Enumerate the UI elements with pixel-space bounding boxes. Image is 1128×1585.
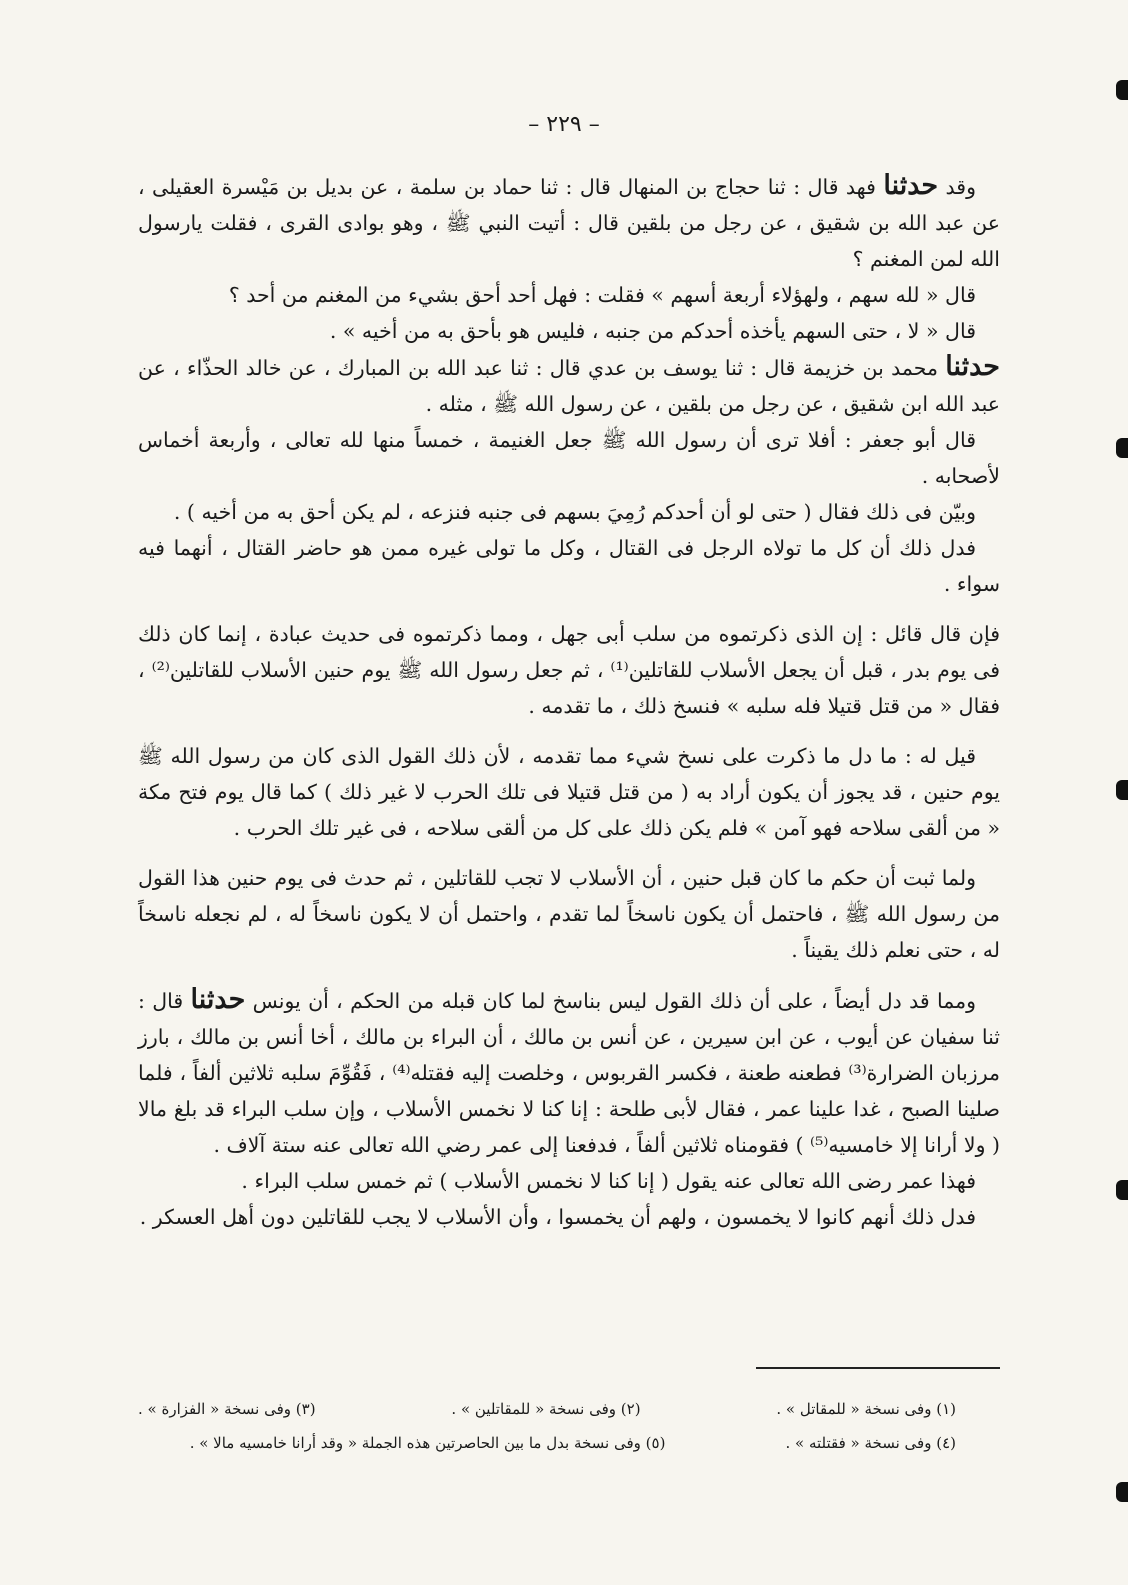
paragraph-text: فدل ذلك أن كل ما تولاه الرجل فى القتال ، وكل ما تولى غيره ممن هو حاضر القتال ، أنهما فيه سواء . xyxy=(138,536,1000,596)
footnote: (٤) وفى نسخة « فقتلته » . xyxy=(785,1434,956,1452)
footnote: (٣) وفى نسخة « الفزارة » . xyxy=(138,1400,316,1418)
margin-mark xyxy=(1116,80,1128,100)
paragraph-text: قيل له : ما دل ما ذكرت على نسخ شيء مما تقدمه ، لأن ذلك القول الذى كان من رسول الله ﷺ يوم حنين ، قد يجوز أن يكون أراد به ( من قتل قتيلا فى تلك الحرب لا غير ذلك ) كما قال يوم فتح مكة « من ألقى سلاحه فهو آمن » فلم يكن ذلك على كل من ألقى سلاحه ، فى غير تلك الحرب . xyxy=(138,744,1000,840)
paragraph-text: وبيّن فى ذلك فقال ( حتى لو أن أحدكم رُمِيَ بسهم فى جنبه فنزعه ، لم يكن أحق به من أخيه ) . xyxy=(173,500,976,524)
footnote: (٢) وفى نسخة « للمقاتلين » . xyxy=(451,1400,641,1418)
page-number: – ٢٢٩ – xyxy=(528,112,600,137)
body-text xyxy=(138,168,1000,1235)
paragraph-text: قال « لله سهم ، ولهؤلاء أربعة أسهم » فقلت : فهل أحد أحق بشيء من المغنم من أحد ؟ xyxy=(228,283,976,307)
paragraph-text: ومما قد دل أيضاً ، على أن ذلك القول ليس بناسخ لما كان قبله من الحكم ، أن يونس xyxy=(245,989,976,1013)
paragraph xyxy=(138,616,1000,724)
paragraph xyxy=(138,422,1000,494)
paragraph xyxy=(138,494,1000,530)
paragraph-text: محمد بن خزيمة قال : ثنا يوسف بن عدي قال : ثنا عبد الله بن المبارك ، عن خالد الحذّاء ، عن عبد الله ابن شقيق ، عن رجل من بلقين ، عن رسول الله ﷺ ، مثله . xyxy=(138,356,1000,416)
paragraph-text: فهذا عمر رضى الله تعالى عنه يقول ( إنا كنا لا نخمس الأسلاب ) ثم خمس سلب البراء . xyxy=(241,1169,976,1193)
paragraph xyxy=(138,1163,1000,1199)
paragraph xyxy=(138,860,1000,968)
footnote-row xyxy=(138,1430,956,1456)
paragraph-text: قال أبو جعفر : أفلا ترى أن رسول الله ﷺ جعل الغنيمة ، خمساً منها لله تعالى ، وأربعة أخماس لأصحابه . xyxy=(138,428,1000,488)
paragraph xyxy=(138,349,1000,422)
margin-mark xyxy=(1116,780,1128,800)
paragraph-text: فدل ذلك أنهم كانوا لا يخمسون ، ولهم أن يخمسوا ، وأن الأسلاب لا يجب للقاتلين دون أهل العسكر . xyxy=(139,1205,976,1229)
footnote: (١) وفى نسخة « للمقاتل » . xyxy=(776,1400,956,1418)
paragraph xyxy=(138,530,1000,602)
paragraph-text: قال « لا ، حتى السهم يأخذه أحدكم من جنبه ، فليس هو بأحق به من أخيه » . xyxy=(329,319,976,343)
paragraph xyxy=(138,313,1000,349)
hadith-keyword: حدثنا xyxy=(945,351,1000,382)
footnote-row xyxy=(138,1396,956,1422)
paragraph xyxy=(138,982,1000,1163)
hadith-keyword: حدثنا xyxy=(883,170,939,201)
paragraph-text: وقد xyxy=(938,175,976,199)
footnotes xyxy=(138,1396,956,1464)
margin-mark xyxy=(1116,438,1128,458)
paragraph xyxy=(138,277,1000,313)
paragraph-text: قال : ثنا سفيان عن أيوب ، عن ابن سيرين ، عن أنس بن مالك ، أن البراء بن مالك ، أخا أنس بن مالك ، بارز مرزبان الضرارة⁽³⁾ فطعنه طعنة ، فكسر القربوس ، وخلصت إليه فقتله⁽⁴⁾ ، فَقُوِّمَ سلبه ثلاثين ألفاً ، فلما صلينا الصبح ، غدا علينا عمر ، فقال لأبى طلحة : إنا كنا لا نخمس الأسلاب ، وإن سلب البراء قد بلغ مالا ( ولا أرانا إلا خامسيه⁽⁵⁾ ) فقومناه ثلاثين ألفاً ، فدفعنا إلى عمر رضي الله تعالى عنه ستة آلاف . xyxy=(138,989,1000,1157)
paragraph-text: فهد قال : ثنا حجاج بن المنهال قال : ثنا حماد بن سلمة ، عن بديل بن مَيْسرة العقيلى ، عن عبد الله بن شقيق ، عن رجل من بلقين قال : أتيت النبي ﷺ ، وهو بوادى القرى ، فقلت يارسول الله لمن المغنم ؟ xyxy=(138,175,1000,271)
footnote-separator xyxy=(756,1367,1000,1369)
paragraph xyxy=(138,168,1000,277)
paragraph-text: ولما ثبت أن حكم ما كان قبل حنين ، أن الأسلاب لا تجب للقاتلين ، ثم حدث فى يوم حنين هذا القول من رسول الله ﷺ ، فاحتمل أن يكون ناسخاً لما تقدم ، واحتمل أن لا يكون ناسخاً له ، لم نجعله ناسخاً له ، حتى نعلم ذلك يقيناً . xyxy=(138,866,1000,962)
paragraph xyxy=(138,1199,1000,1235)
footnote: (٥) وفى نسخة بدل ما بين الحاصرتين هذه الجملة « وقد أرانا خامسيه مالا » . xyxy=(189,1434,666,1452)
margin-mark xyxy=(1116,1180,1128,1200)
margin-mark xyxy=(1116,1482,1128,1502)
paragraph-text: فإن قال قائل : إن الذى ذكرتموه من سلب أبى جهل ، ومما ذكرتموه فى حديث عبادة ، إنما كان ذلك فى يوم بدر ، قبل أن يجعل الأسلاب للقاتلين⁽¹⁾ ، ثم جعل رسول الله ﷺ يوم حنين الأسلاب للقاتلين⁽²⁾ ، فقال « من قتل قتيلا فله سلبه » فنسخ ذلك ، ما تقدمه . xyxy=(138,622,1001,718)
paragraph xyxy=(138,738,1000,846)
hadith-keyword: حدثنا xyxy=(190,984,246,1015)
